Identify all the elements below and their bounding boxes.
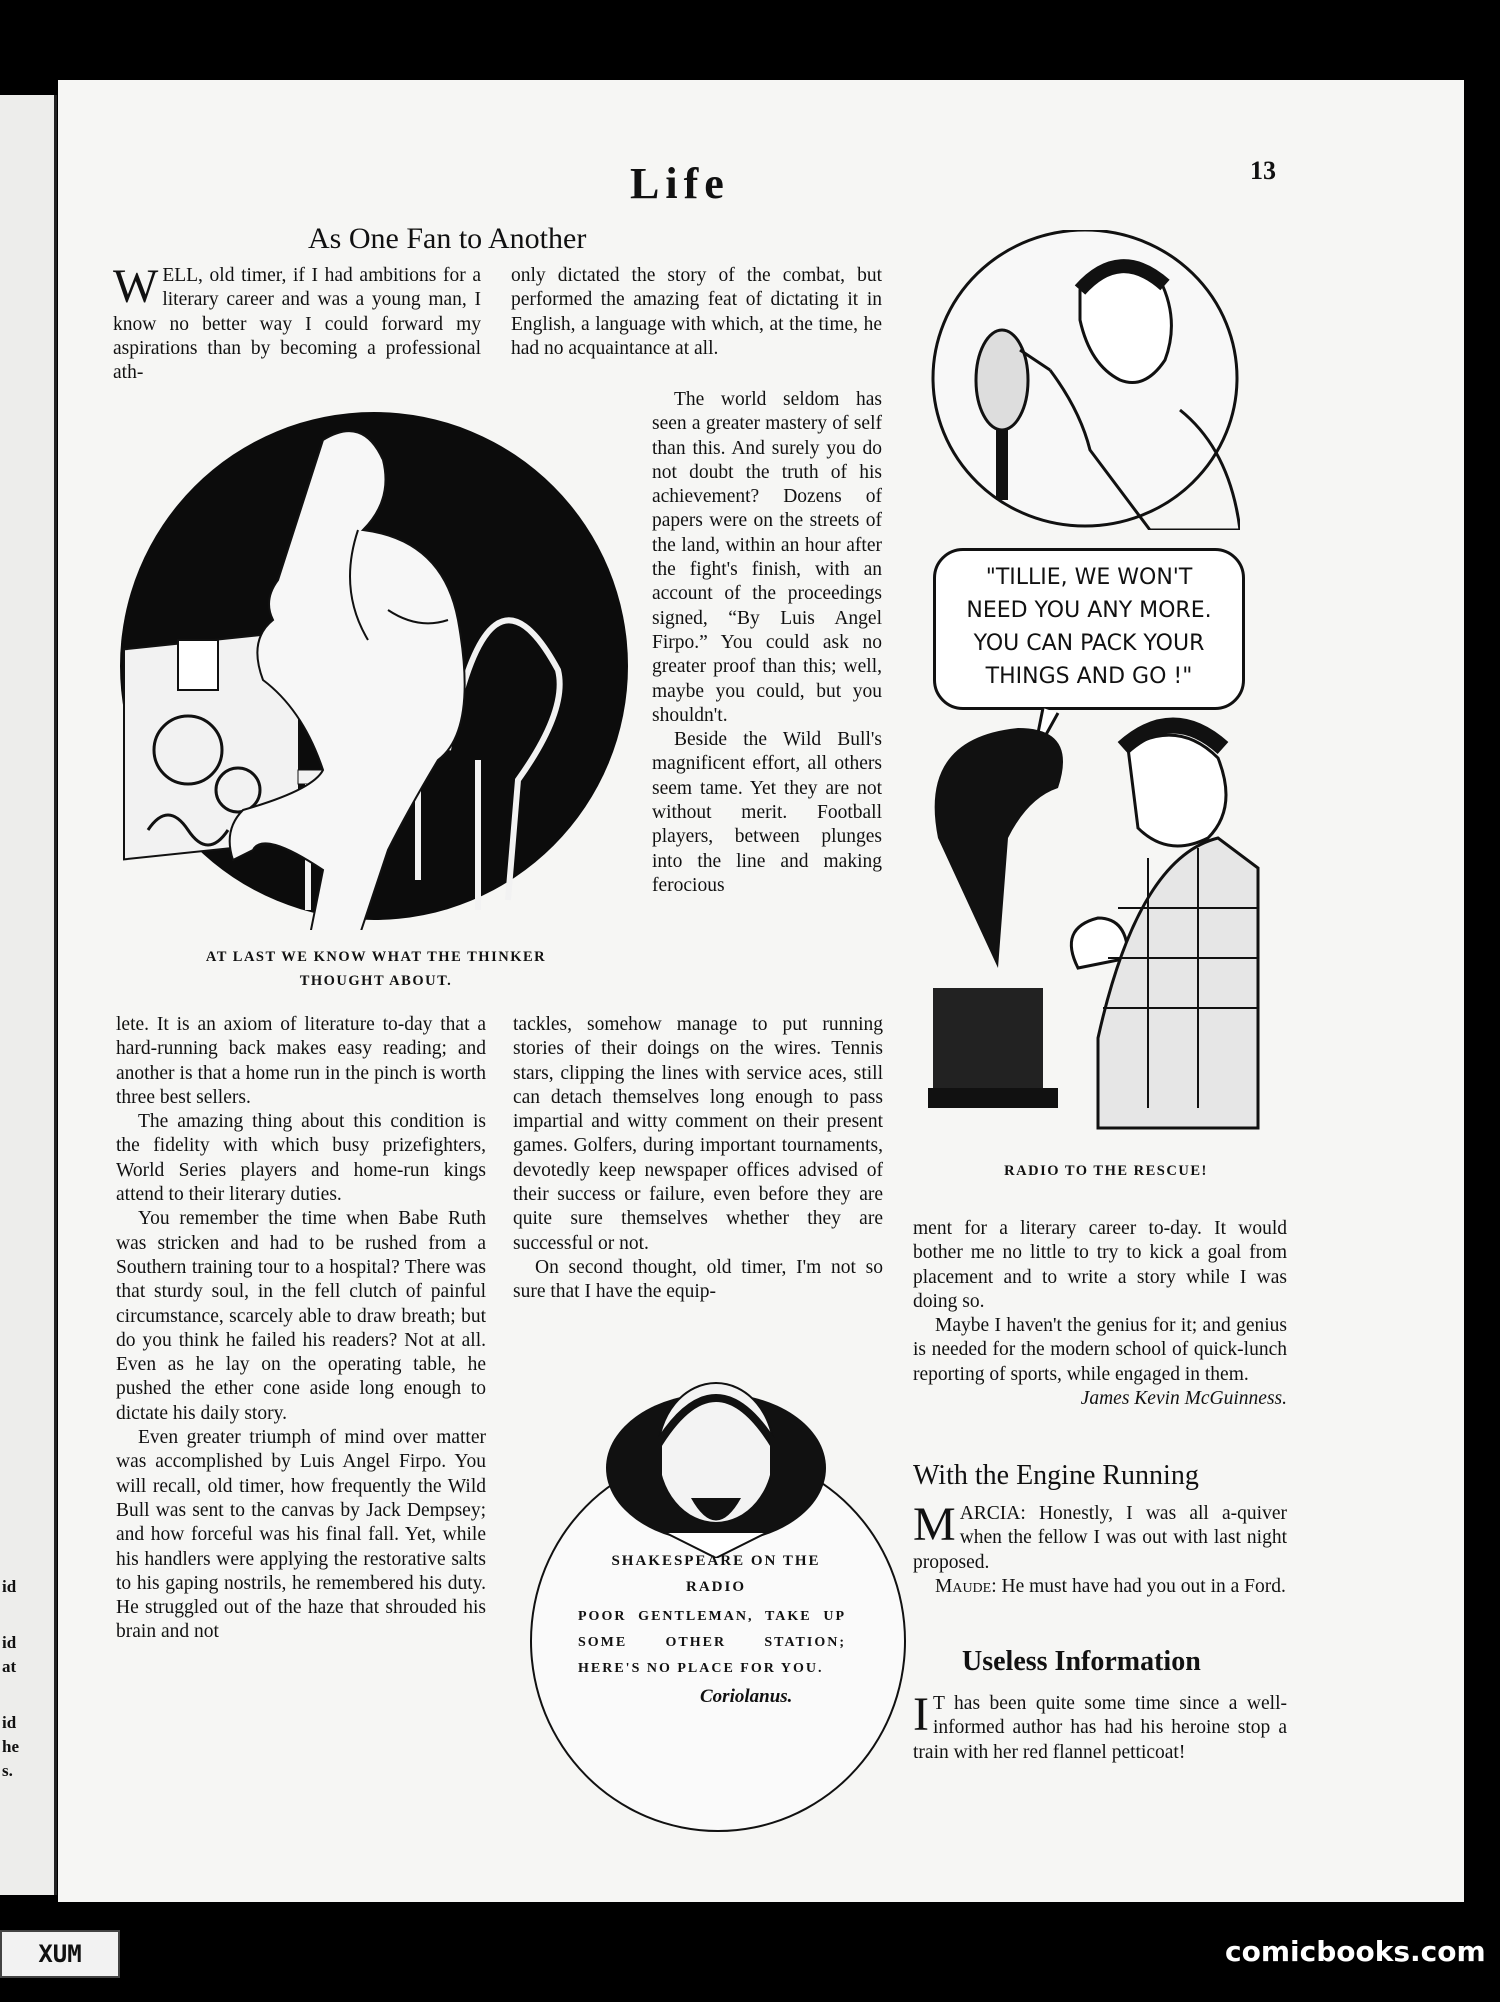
paragraph: On second thought, old timer, I'm not so sure that I have the equip- bbox=[513, 1256, 883, 1303]
speaker-name: Maude bbox=[935, 1575, 992, 1597]
dialogue-line: : He must have had you out in a Ford. bbox=[991, 1575, 1286, 1597]
paragraph: ment for a literary career to-day. It would bother me no little to try to kick a goal from placement and to write a story while I was doing so. bbox=[913, 1218, 1287, 1312]
bubble-line: NEED YOU ANY MORE. bbox=[966, 598, 1212, 623]
article-column bbox=[116, 1013, 486, 1645]
previous-page-edge bbox=[0, 95, 57, 1895]
shakespeare-quote: POOR GENTLEMAN, TAKE UP SOME OTHER STATION; HERE'S NO PLACE FOR YOU. bbox=[578, 1609, 846, 1676]
paragraph: Even greater triumph of mind over matter was accomplished by Luis Angel Firpo. You will recall, old timer, how frequently the Wild Bull was sent to the canvas by Jack Dempsey; and how forceful was his final fall. Yet, while his handlers were applying the restorative salts to his gaping nostrils, he remembered his duty. He struggled out of the haze that shrouded his brain and not bbox=[116, 1427, 486, 1643]
speaker-name: ARCIA bbox=[959, 1503, 1021, 1524]
dialogue-line: : Honestly, I was all a-quiver when the fellow I was out with last night proposed. bbox=[913, 1503, 1287, 1573]
bubble-line: "TILLIE, WE WON'T bbox=[985, 565, 1193, 590]
paragraph: The world seldom has seen a greater mastery of self than this. And surely you do not doubt the truth of his achievement? Dozens of papers were on the streets of the land, within an hour after the fight's finish, with an account of the proceedings signed, “By Luis Angel Firpo.” You could ask no greater proof than this; well, maybe you could, but you shouldn't. bbox=[652, 389, 882, 726]
paragraph: lete. It is an axiom of literature to-day that a hard-running back makes easy reading; and another is that a home run in the pinch is worth three best sellers. bbox=[116, 1014, 486, 1108]
paragraph: ELL, old timer, if I had ambitions for a literary career and was a young man, I know no better way I could forward my aspirations than by becoming a professional ath- bbox=[113, 265, 481, 384]
bubble-line: YOU CAN PACK YOUR bbox=[973, 631, 1205, 656]
radio-cartoon-bottom-panel bbox=[928, 708, 1268, 1148]
prev-page-fragment: he bbox=[2, 1737, 19, 1756]
shakespeare-portrait bbox=[596, 1358, 836, 1558]
prev-page-fragment: id bbox=[2, 1577, 17, 1596]
prev-page-fragment: id bbox=[2, 1713, 17, 1732]
paragraph: only dictated the story of the combat, but performed the amazing feat of dictating it in English, a language with which, at the time, he had no acquaintance at all. bbox=[511, 265, 882, 359]
paragraph: T has been quite some time since a well-informed author has had his heroine stop a train with her red flannel petticoat! bbox=[913, 1693, 1287, 1763]
prev-page-fragment: id bbox=[2, 1633, 17, 1652]
footer-label: XUM bbox=[0, 1930, 120, 1978]
page-number: 13 bbox=[1250, 156, 1276, 185]
article-column bbox=[652, 388, 882, 898]
drop-cap: M bbox=[913, 1498, 956, 1551]
article-title: With the Engine Running bbox=[913, 1460, 1199, 1491]
article-column bbox=[511, 264, 882, 361]
paragraph: You remember the time when Babe Ruth was stricken and had to be rushed from a Southern training tour to a hospital? There was that sturdy soul, in the fell clutch of painful circumstance, scarcely able to draw breath; but do you think he failed his readers? Not at all. Even as he lay on the operating table, he pushed the ether cone aside long enough to dictate his daily story. bbox=[116, 1208, 486, 1424]
illustration-caption: AT LAST WE KNOW WHAT THE THINKER THOUGHT ABOUT. bbox=[205, 949, 547, 989]
cartoon-caption: RADIO TO THE RESCUE! bbox=[1004, 1163, 1208, 1179]
shakespeare-source: Coriolanus. bbox=[700, 1686, 793, 1707]
paragraph: tackles, somehow manage to put running stories of their doings on the wires. Tennis stars, clipping the lines with service aces, still can detach themselves long enough to pass impartial and witty comment on their present games. Golfers, during important tournaments, devotedly keep newspaper offices advised of their success or failure, even before they are quite sure themselves whether they are successful or not. bbox=[513, 1014, 883, 1254]
paragraph: Maybe I haven't the genius for it; and genius is needed for the modern school of quick-lunch reporting of sports, while engaged in them. bbox=[913, 1315, 1287, 1385]
paragraph: The amazing thing about this condition is the fidelity with which busy prizefighters, World Series players and home-run kings attend to their literary duties. bbox=[116, 1111, 486, 1206]
bubble-line: THINGS AND GO !" bbox=[985, 664, 1193, 689]
article-column bbox=[913, 1498, 1287, 1599]
article-title: As One Fan to Another bbox=[308, 222, 587, 255]
watermark: comicbooks.com bbox=[1225, 1935, 1486, 1968]
speech-bubble bbox=[933, 548, 1245, 710]
prev-page-fragment: s. bbox=[2, 1761, 13, 1780]
radio-cartoon-top-panel bbox=[930, 230, 1240, 530]
article-column bbox=[913, 1217, 1287, 1411]
paragraph: Beside the Wild Bull's magnificent effort, all others seem tame. Yet they are not without merit. Football players, between plunges into the line and making ferocious bbox=[652, 729, 882, 896]
author-signature: James Kevin McGuinness. bbox=[1080, 1388, 1287, 1410]
masthead: Life bbox=[630, 159, 730, 208]
article-title: Useless Information bbox=[962, 1646, 1201, 1677]
shakespeare-title: SHAKESPEARE ON THE RADIO bbox=[611, 1553, 821, 1595]
article-column bbox=[113, 260, 481, 385]
article-column bbox=[913, 1688, 1287, 1765]
drop-cap: I bbox=[913, 1688, 929, 1741]
drop-cap: W bbox=[113, 260, 159, 313]
article-column bbox=[513, 1013, 883, 1305]
prev-page-fragment: at bbox=[2, 1657, 17, 1676]
thinker-illustration bbox=[118, 410, 630, 930]
